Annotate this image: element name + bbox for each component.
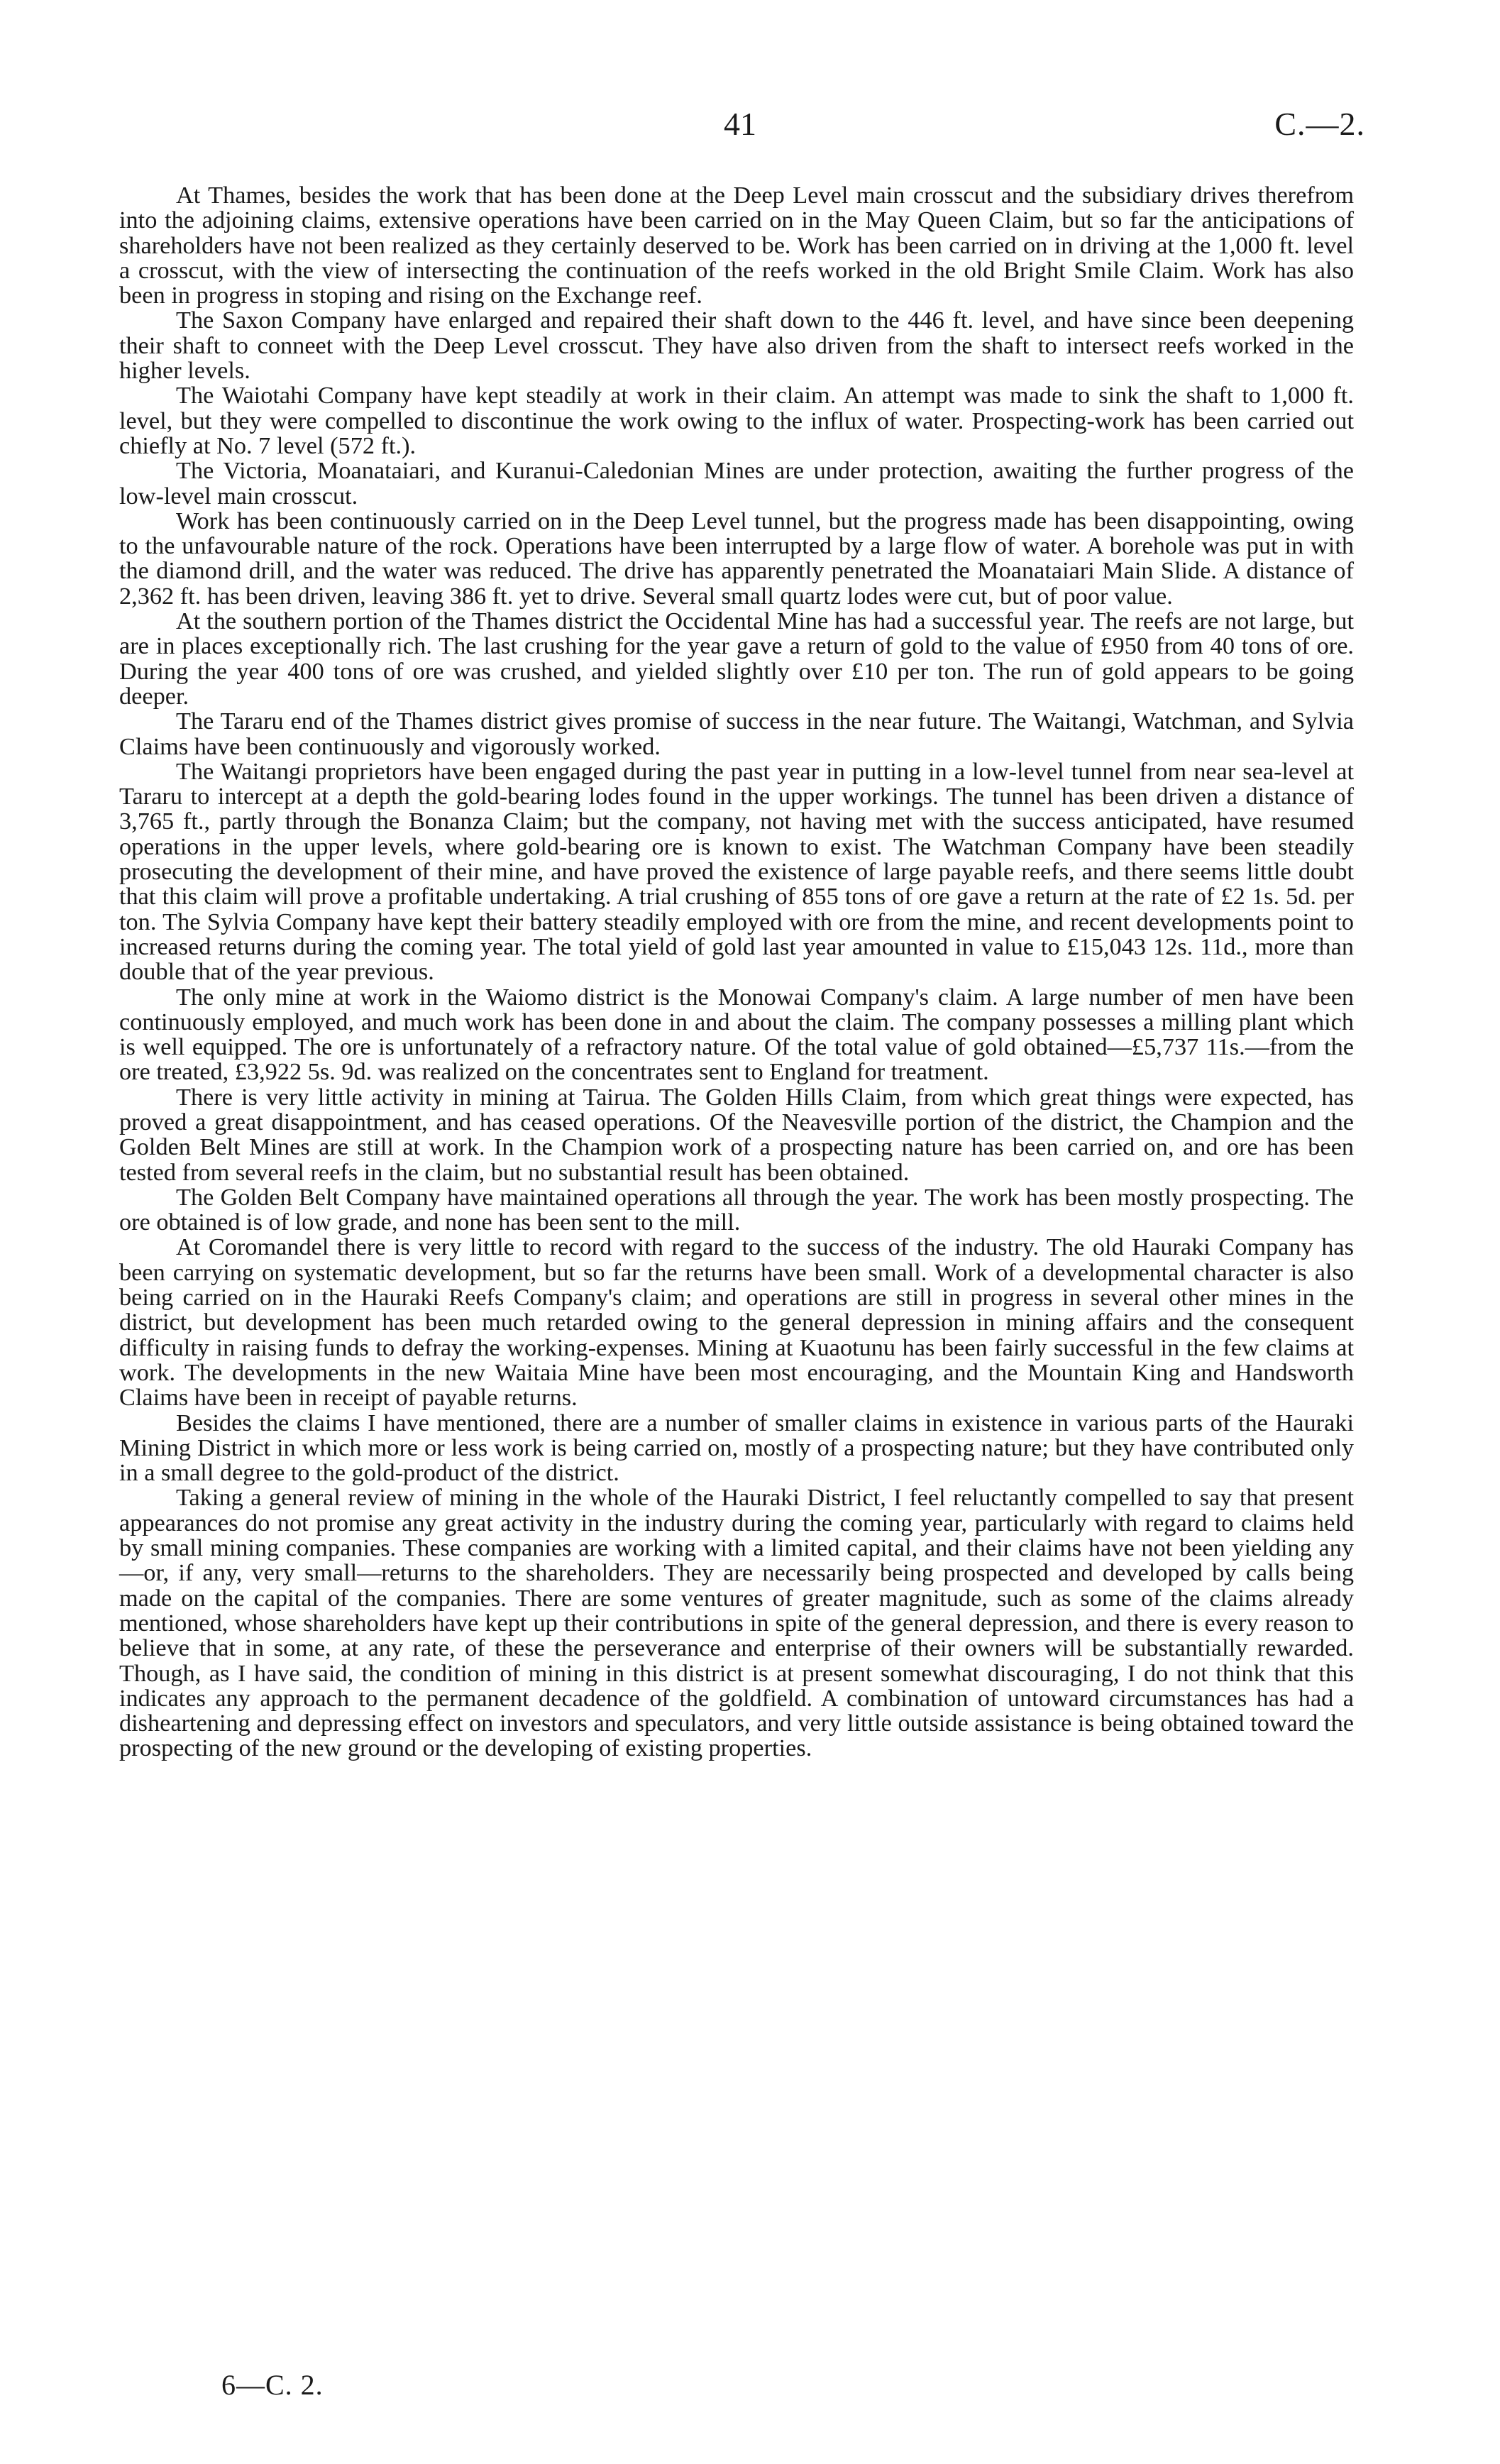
- paragraph-coromandel: At Coromandel there is very little to record with regard to the success of the industry. The old Hauraki Company has been carrying on systematic development, but so far the returns have been small. Work of a developmental character is also being carried on in the Hauraki Reefs Company's claim; and operations are still in progress in several other mines in the district, but development has been much retarded owing to the general depression in mining affairs and the consequent difficulty in raising funds to defray the working-expenses. Mining at Kuaotunu has been fairly successful in the few claims at work. The developments in the new Waitaia Mine have been most encouraging, and the Mountain King and Handsworth Claims have been in receipt of payable returns.: [119, 1233, 1354, 1412]
- paragraph-saxon: The Saxon Company have enlarged and repaired their shaft down to the 446 ft. level, and have since been deepening their shaft to conneet with the Deep Level crosscut. They have also driven from the shaft to intersect reefs worked in the higher levels.: [119, 307, 1354, 385]
- paragraph-tairua: There is very little activity in mining at Tairua. The Golden Hills Claim, from which great things were expected, has proved a great disappointment, and has ceased operations. Of the Neavesville portion of the district, the Champion and the Golden Belt Mines are still at work. In the Champion work of a prospecting nature has been carried on, and ore has been tested from several reefs in the claim, but no substantial result has been obtained.: [119, 1083, 1354, 1186]
- paragraph-general-review: Taking a general review of mining in the whole of the Hauraki District, I feel reluctantly compelled to say that present appearances do not promise any great activity in the industry during the coming year, particularly with regard to claims held by small mining companies. These companies are working with a limited capital, and their claims have not been yielding any—or, if any, very small—returns to the shareholders. They are necessarily being prospected and developed by calls being made on the capital of the companies. There are some ventures of greater magnitude, such as some of the claims already mentioned, whose shareholders have kept up their contributions in spite of the general depression, and there is every reason to believe that in some, at any rate, of these the perseverance and enterprise of their owners will be substantially rewarded. Though, as I have said, the condition of mining in this district is at present somewhat discouraging, I do not think that this indicates any approach to the permanent decadence of the goldfield. A combination of untoward circumstances has had a disheartening and depressing effect on investors and speculators, and very little outside assistance is being obtained toward the prospecting of the new ground or the developing of existing properties.: [119, 1484, 1354, 1762]
- page-signature: 6—C. 2.: [221, 2369, 324, 2401]
- paragraph-waiomo: The only mine at work in the Waiomo district is the Monowai Company's claim. A large number of men have been continuously employed, and much work has been done in and about the claim. The company possesses a milling plant which is well equipped. The ore is unfortunately of a refractory nature. Of the total value of gold obtained—£5,737 11s.—from the ore treated, £3,922 5s. 9d. was realized on the concentrates sent to England for treatment.: [119, 983, 1354, 1086]
- document-reference: C.—2.: [1274, 106, 1365, 142]
- page-number: 41: [724, 106, 756, 142]
- paragraph-deep-level-tunnel: Work has been continuously carried on in the Deep Level tunnel, but the progress made has been disappointing, owing to the unfavourable nature of the rock. Operations have been interrupted by a large flow of water. A borehole was put in with the diamond drill, and the water was reduced. The drive has apparently penetrated the Moanataiari Main Slide. A distance of 2,362 ft. has been driven, leaving 386 ft. yet to drive. Several small quartz lodes were cut, but of poor value.: [119, 507, 1354, 610]
- page-header: [0, 0, 1500, 163]
- paragraph-smaller-claims: Besides the claims I have mentioned, there are a number of smaller claims in existence in various parts of the Hauraki Mining District in which more or less work is being carried on, mostly of a prospecting nature; but they have contributed only in a small degree to the gold-product of the district.: [119, 1409, 1354, 1487]
- paragraph-tararu: The Tararu end of the Thames district gives promise of success in the near future. The Waitangi, Watchman, and Sylvia Claims have been continuously and vigorously worked.: [119, 708, 1354, 760]
- paragraph-waitangi: The Waitangi proprietors have been engaged during the past year in putting in a low-level tunnel from near sea-level at Tararu to intercept at a depth the gold-bearing lodes found in the upper workings. The tunnel has been driven a distance of 3,765 ft., partly through the Bonanza Claim; but the company, not having met with the success anticipated, have resumed operations in the upper levels, where gold-bearing ore is known to exist. The Watchman Company have been steadily prosecuting the development of their mine, and have proved the existence of large payable reefs, and there seems little doubt that this claim will prove a profitable undertaking. A trial crushing of 855 tons of ore gave a return at the rate of £2 1s. 5d. per ton. The Sylvia Company have kept their battery steadily employed with ore from the mine, and recent developments point to increased returns during the coming year. The total yield of gold last year amounted in value to £15,043 12s. 11d., more than double that of the year previous.: [119, 757, 1354, 986]
- paragraph-victoria: The Victoria, Moanataiari, and Kuranui-Caledonian Mines are under protection, awaiting the further progress of the low-level main crosscut.: [119, 457, 1354, 510]
- paragraph-golden-belt: The Golden Belt Company have maintained operations all through the year. The work has been mostly prospecting. The ore obtained is of low grade, and none has been sent to the mill.: [119, 1183, 1354, 1236]
- body-text: [119, 183, 1354, 1761]
- paragraph-thames: At Thames, besides the work that has been done at the Deep Level main crosscut and the subsidiary drives therefrom into the adjoining claims, extensive operations have been carried on in the May Queen Claim, but so far the anticipations of shareholders have not been realized as they certainly deserved to be. Work has been carried on in driving at the 1,000 ft. level a crosscut, with the view of intersecting the continuation of the reefs worked in the old Bright Smile Claim. Work has also been in progress in stoping and rising on the Exchange reef.: [119, 182, 1354, 309]
- paragraph-waiotahi: The Waiotahi Company have kept steadily at work in their claim. An attempt was made to sink the shaft to 1,000 ft. level, but they were compelled to discontinue the work owing to the influx of water. Prospecting-work has been carried out chiefly at No. 7 level (572 ft.).: [119, 382, 1354, 459]
- paragraph-occidental: At the southern portion of the Thames district the Occidental Mine has had a successful year. The reefs are not large, but are in places exceptionally rich. The last crushing for the year gave a return of gold to the value of £950 from 40 tons of ore. During the year 400 tons of ore was crushed, and yielded slightly over £10 per ton. The run of gold appears to be going deeper.: [119, 607, 1354, 710]
